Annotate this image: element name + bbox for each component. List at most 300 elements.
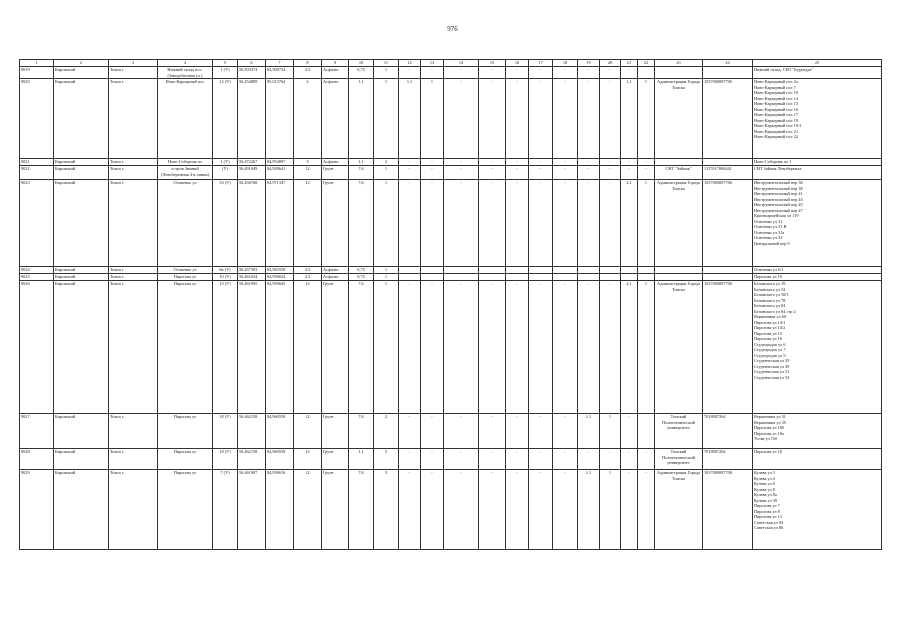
table-cell: Грунт: [322, 449, 349, 470]
address-line: Пирогова ул 7: [754, 503, 780, 508]
table-cell: [421, 274, 444, 281]
table-cell: [600, 274, 621, 281]
table-cell: 1157017006441: [703, 166, 753, 180]
table-cell: Ново-Соборная пл 1: [753, 159, 882, 166]
table-cell: 33 (У): [213, 180, 238, 267]
table-cell: Асфальт: [322, 67, 349, 79]
table-cell: -: [529, 470, 553, 550]
table-cell: -: [638, 166, 655, 180]
table-cell: 9023: [20, 180, 54, 267]
table-cell: Томск г: [109, 267, 158, 274]
table-cell: 1,1: [349, 449, 374, 470]
table-cell: [753, 281, 882, 414]
column-number: 1: [20, 60, 54, 67]
table-cell: 56,456768: [238, 180, 266, 267]
address-line: Красноармейская ул 119: [754, 213, 799, 218]
address-line: Вершинина ул 35: [754, 419, 786, 425]
table-cell: -: [600, 79, 621, 159]
table-cell: Пирогова ул: [158, 449, 213, 470]
table-cell: 7,6: [349, 180, 374, 267]
table-cell: -: [506, 281, 529, 414]
table-cell: -: [529, 414, 553, 449]
table-cell: -: [553, 180, 578, 267]
table-cell: -: [638, 470, 655, 550]
table-cell: 2,5: [294, 267, 322, 274]
table-cell: -: [444, 166, 479, 180]
table-cell: Асфальт: [322, 267, 349, 274]
table-cell: -: [506, 470, 529, 550]
address-line: Студгородок ул 6: [754, 341, 786, 347]
address-line: Пирогова ул 8: [754, 508, 780, 514]
table-cell: 1: [638, 281, 655, 414]
table-cell: 1: [638, 79, 655, 159]
table-cell: 7,6: [349, 470, 374, 550]
table-row: [20, 67, 882, 79]
table-cell: 7 (У): [213, 470, 238, 550]
table-cell: -: [444, 414, 479, 449]
address-line: Белинского ул 84 стр 2: [754, 308, 796, 314]
table-cell: -: [621, 166, 638, 180]
table-cell: 9019: [20, 67, 54, 79]
table-cell: 9021: [20, 159, 54, 166]
table-cell: 56,461995: [238, 281, 266, 414]
table-cell: Пирогова ул 18: [753, 449, 882, 470]
table-cell: [421, 267, 444, 274]
table-cell: -: [421, 159, 444, 166]
table-cell: Нижний склад, СНТ "Бурундук": [753, 67, 882, 79]
table-cell: -: [444, 281, 479, 414]
table-cell: 1: [374, 267, 399, 274]
table-cell: -: [399, 166, 421, 180]
table-cell: -: [506, 166, 529, 180]
table-cell: 1: [600, 414, 621, 449]
table-cell: Томск г: [109, 274, 158, 281]
address-line: Ново-Карьерный пос 21: [754, 128, 799, 134]
table-cell: Томск г: [109, 79, 158, 159]
address-line: Белинского ул 19: [754, 281, 786, 286]
column-number: 20: [600, 60, 621, 67]
column-number: 21: [621, 60, 638, 67]
table-cell: [753, 180, 882, 267]
table-cell: 2,1: [621, 180, 638, 267]
address-line: Студенческая ул 53: [754, 374, 790, 380]
table-cell: -: [506, 414, 529, 449]
table-cell: -: [479, 470, 506, 550]
table-cell: Томский Политехнический университет: [655, 449, 703, 470]
column-number: 11: [374, 60, 399, 67]
table-cell: 1: [600, 470, 621, 550]
table-cell: 9020: [20, 79, 54, 159]
table-row: [20, 267, 882, 274]
table-cell: -: [529, 159, 553, 166]
table-cell: [753, 79, 882, 159]
address-line: Вершинина ул 6б: [754, 314, 786, 319]
table-cell: Томск г: [109, 281, 158, 414]
table-cell: 1037000087706: [703, 470, 753, 550]
table-cell: -: [444, 67, 479, 79]
address-line: Кулева ул 39: [754, 497, 777, 503]
column-number: 2: [54, 60, 109, 67]
table-cell: 3: [374, 470, 399, 550]
column-number: 22: [638, 60, 655, 67]
table-cell: [753, 470, 882, 550]
table-cell: 1: [421, 79, 444, 159]
table-cell: 9022: [20, 166, 54, 180]
table-cell: 84,960558: [266, 414, 294, 449]
table-cell: 9024: [20, 267, 54, 274]
table-cell: [638, 267, 655, 274]
address-line: Ново-Карьерный пос 14: [754, 95, 799, 101]
table-cell: -: [578, 281, 600, 414]
table-cell: -: [578, 79, 600, 159]
table-cell: 56,461987: [238, 470, 266, 550]
table-cell: 7,6: [349, 414, 374, 449]
table-cell: -: [638, 449, 655, 470]
table-cell: 2: [374, 159, 399, 166]
table-cell: 7018007264: [703, 414, 753, 449]
address-line: Кулева ул 8: [754, 486, 775, 492]
table-cell: [753, 414, 882, 449]
table-cell: -: [621, 449, 638, 470]
table-cell: Кировский: [54, 267, 109, 274]
table-cell: -: [529, 79, 553, 159]
table-cell: 1037000087706: [703, 79, 753, 159]
table-cell: [600, 267, 621, 274]
table-cell: 84,971347: [266, 180, 294, 267]
table-cell: 1037000087706: [703, 281, 753, 414]
table-cell: -: [600, 159, 621, 166]
table-cell: 56,462158: [238, 449, 266, 470]
table-cell: -: [506, 449, 529, 470]
column-number: 15: [479, 60, 506, 67]
table-row: [20, 166, 882, 180]
table-cell: 9029: [20, 470, 54, 550]
table-cell: -: [600, 281, 621, 414]
table-cell: -: [529, 180, 553, 267]
table-cell: 7,6: [349, 166, 374, 180]
table-cell: -: [479, 79, 506, 159]
table-cell: Томск г: [109, 414, 158, 449]
table-cell: 9027: [20, 414, 54, 449]
table-cell: Пирогова ул: [158, 414, 213, 449]
column-number-row: [20, 60, 882, 67]
address-line: Инструментальный пер 41: [754, 191, 803, 196]
table-cell: 2,5: [294, 274, 322, 281]
table-cell: -: [479, 281, 506, 414]
table-cell: -: [578, 159, 600, 166]
address-line: Белинского ул 84: [754, 303, 786, 308]
table-cell: -: [578, 166, 600, 180]
table-cell: Осипенко ул: [158, 267, 213, 274]
table-row: [20, 79, 882, 159]
table-cell: Грунт: [322, 180, 349, 267]
table-cell: 1: [374, 274, 399, 281]
table-cell: -: [578, 449, 600, 470]
column-number: 9: [322, 60, 349, 67]
table-cell: 84,958616: [266, 470, 294, 550]
table-cell: СНТ "Зайчик": [655, 166, 703, 180]
table-cell: [578, 267, 600, 274]
table-cell: 12: [294, 470, 322, 550]
table-cell: -: [444, 79, 479, 159]
address-line: Осипенко ул 31 В: [754, 224, 787, 229]
column-number: 8: [294, 60, 322, 67]
address-line: Белинского ул 78: [754, 297, 786, 303]
address-line: Инструментальный пер 47: [754, 207, 803, 213]
table-cell: 12: [294, 166, 322, 180]
table-cell: Томск г: [109, 67, 158, 79]
column-number: 17: [529, 60, 553, 67]
table-cell: [506, 274, 529, 281]
column-number: 14: [444, 60, 479, 67]
table-cell: Томск г: [109, 470, 158, 550]
table-cell: 12: [294, 449, 322, 470]
table-cell: -: [553, 67, 578, 79]
table-cell: -: [600, 449, 621, 470]
table-cell: -: [421, 470, 444, 550]
table-cell: [703, 159, 753, 166]
table-cell: -: [421, 67, 444, 79]
table-cell: -: [444, 159, 479, 166]
table-cell: 3: [294, 159, 322, 166]
table-cell: [638, 414, 655, 449]
table-cell: Кировский: [54, 180, 109, 267]
column-number: 16: [506, 60, 529, 67]
table-cell: Томск г: [109, 180, 158, 267]
table-cell: -: [506, 79, 529, 159]
table-cell: Кировский: [54, 159, 109, 166]
table-cell: 12: [294, 180, 322, 267]
table-cell: -: [529, 67, 553, 79]
table-cell: 56,461634: [238, 274, 266, 281]
table-cell: 18 (У): [213, 449, 238, 470]
table-cell: -: [479, 414, 506, 449]
address-line: Пирогова ул 16: [754, 336, 782, 341]
table-cell: 12: [294, 281, 322, 414]
address-line: Ново-Карьерный пос 15: [754, 101, 799, 106]
table-cell: 7018007264: [703, 449, 753, 470]
table-cell: [479, 267, 506, 274]
address-line: Кулева ул 4: [754, 475, 775, 481]
table-cell: 56,462158: [238, 414, 266, 449]
address-line: Центральный пер 9: [754, 240, 790, 246]
address-line: Ново-Карьерный пос 10: [754, 90, 799, 95]
table-cell: -: [621, 159, 638, 166]
table-cell: [479, 274, 506, 281]
address-line: Осипенко ул 33: [754, 235, 783, 240]
table-cell: Томский Политехнический университет: [655, 414, 703, 449]
table-cell: -: [399, 281, 421, 414]
address-line: Осипенко ул 31а: [754, 229, 785, 235]
address-line: Студгородок ул 9: [754, 352, 786, 358]
table-cell: [655, 159, 703, 166]
column-number: 23: [655, 60, 703, 67]
table-cell: Кировский: [54, 67, 109, 79]
table-cell: Асфальт: [322, 274, 349, 281]
table-cell: [553, 267, 578, 274]
table-cell: [655, 267, 703, 274]
table-cell: -: [399, 449, 421, 470]
address-line: Пирогова ул 15: [754, 330, 782, 336]
table-cell: -: [479, 166, 506, 180]
table-cell: Пирогова ул: [158, 274, 213, 281]
table-cell: Пирогова ул 10: [753, 274, 882, 281]
table-cell: 9025: [20, 274, 54, 281]
table-cell: -: [529, 449, 553, 470]
table-cell: -: [421, 281, 444, 414]
table-cell: 1,1: [578, 414, 600, 449]
table-cell: [621, 274, 638, 281]
table-cell: 2: [374, 414, 399, 449]
table-cell: Пирогова ул: [158, 281, 213, 414]
page-number: 976: [447, 25, 458, 33]
table-cell: 12 (У): [213, 79, 238, 159]
table-cell: 56,454889: [238, 79, 266, 159]
table-cell: 12: [294, 414, 322, 449]
address-line: Кулева ул 8а: [754, 492, 777, 497]
table-cell: Грунт: [322, 166, 349, 180]
table-cell: Грунт: [322, 414, 349, 449]
table-cell: 6к (У): [213, 267, 238, 274]
table-cell: -: [506, 159, 529, 166]
address-line: Студенческая ул 29: [754, 358, 790, 363]
table-cell: -: [479, 159, 506, 166]
table-cell: 1,1: [578, 470, 600, 550]
table-row: [20, 470, 882, 550]
table-cell: Грунт: [322, 470, 349, 550]
address-line: Осипенко ул 31: [754, 218, 783, 224]
table-cell: 1: [638, 180, 655, 267]
column-number: 12: [399, 60, 421, 67]
table-cell: -: [399, 67, 421, 79]
table-cell: 15 (У): [213, 281, 238, 414]
table-cell: -: [638, 159, 655, 166]
address-line: Ново-Карьерный пос 17: [754, 112, 799, 117]
table-cell: -: [553, 159, 578, 166]
table-cell: 10 (У): [213, 274, 238, 281]
table-cell: 0,75: [349, 274, 374, 281]
table-cell: -: [506, 67, 529, 79]
address-line: Инструментальный пер 36: [754, 180, 803, 185]
table-cell: [553, 274, 578, 281]
table-cell: Кировский: [54, 470, 109, 550]
table-cell: -: [600, 180, 621, 267]
table-cell: СНТ Зайчик Левобережье: [753, 166, 882, 180]
table-cell: Администрация Города Томска: [655, 470, 703, 550]
table-cell: -: [553, 166, 578, 180]
table-cell: [529, 267, 553, 274]
table-cell: -: [578, 67, 600, 79]
address-line: Вершинина ул 31: [754, 414, 786, 419]
address-line: Ново-Карьерный пос 22: [754, 134, 799, 139]
table-cell: 1: [374, 79, 399, 159]
table-cell: -: [479, 449, 506, 470]
table-cell: -: [399, 414, 421, 449]
table-cell: [638, 67, 655, 79]
table-cell: -: [421, 449, 444, 470]
table-cell: -: [553, 449, 578, 470]
column-number: 10: [349, 60, 374, 67]
table-cell: 1: [374, 67, 399, 79]
column-number: 4: [158, 60, 213, 67]
table-cell: [399, 274, 421, 281]
address-line: Кулева ул 6: [754, 481, 775, 486]
table-cell: Асфальт: [322, 79, 349, 159]
table-cell: -: [444, 449, 479, 470]
register-table: [19, 59, 882, 550]
address-line: Пирогова ул 18б: [754, 425, 785, 430]
address-line: Ново-Карьерный пос 7: [754, 84, 796, 90]
address-line: Студенческая ул 51: [754, 369, 790, 374]
table-cell: -: [479, 180, 506, 267]
table-cell: Ново-Карьерный пос: [158, 79, 213, 159]
table-cell: -: [553, 281, 578, 414]
table-cell: Кировский: [54, 274, 109, 281]
table-cell: Томск г: [109, 449, 158, 470]
table-cell: (У): [213, 166, 238, 180]
table-cell: Асфальт: [322, 159, 349, 166]
table-cell: -: [421, 180, 444, 267]
table-cell: Осипенко ул 6/1: [753, 267, 882, 274]
table-row: [20, 449, 882, 470]
table-cell: 56,491049: [238, 166, 266, 180]
table-cell: Кировский: [54, 281, 109, 414]
address-line: Пирогова ул 14/2: [754, 325, 786, 330]
column-number: 5: [213, 60, 238, 67]
table-cell: [621, 267, 638, 274]
table-cell: Нижний склад пос. (Заводобычная ул.): [158, 67, 213, 79]
table-cell: 56,503374: [238, 67, 266, 79]
column-number: 13: [421, 60, 444, 67]
table-cell: -: [399, 159, 421, 166]
table-cell: [399, 267, 421, 274]
table-row: [20, 159, 882, 166]
table-cell: 84,509734: [266, 67, 294, 79]
table-cell: -: [621, 414, 638, 449]
table-cell: Кировский: [54, 166, 109, 180]
table-cell: -: [553, 414, 578, 449]
table-cell: [655, 274, 703, 281]
table-cell: 1 (У): [213, 159, 238, 166]
table-cell: Осипенко ул: [158, 180, 213, 267]
table-cell: 1 (У): [213, 67, 238, 79]
table-cell: -: [600, 166, 621, 180]
table-cell: остров Зимний (Левобережная 4-я линия): [158, 166, 213, 180]
table-cell: Томск г: [109, 166, 158, 180]
table-cell: -: [621, 67, 638, 79]
table-cell: 9028: [20, 449, 54, 470]
address-line: Усова ул 15б: [754, 436, 778, 441]
table-cell: Томск г: [109, 159, 158, 166]
table-cell: 84,954897: [266, 159, 294, 166]
table-cell: Администрация Города Томска: [655, 180, 703, 267]
table-cell: Кировский: [54, 449, 109, 470]
table-cell: 0,75: [349, 67, 374, 79]
table-cell: -: [621, 470, 638, 550]
table-cell: [529, 274, 553, 281]
table-cell: [444, 274, 479, 281]
address-line: Инструментальный пер 45: [754, 202, 803, 207]
table-cell: 84,956634: [266, 274, 294, 281]
table-cell: 1: [374, 180, 399, 267]
table-cell: 85,013764: [266, 79, 294, 159]
table-cell: 84,960558: [266, 449, 294, 470]
table-cell: 56,457393: [238, 267, 266, 274]
table-cell: -: [444, 180, 479, 267]
table-cell: 5: [374, 449, 399, 470]
table-cell: 84,959645: [266, 281, 294, 414]
table-cell: -: [421, 166, 444, 180]
